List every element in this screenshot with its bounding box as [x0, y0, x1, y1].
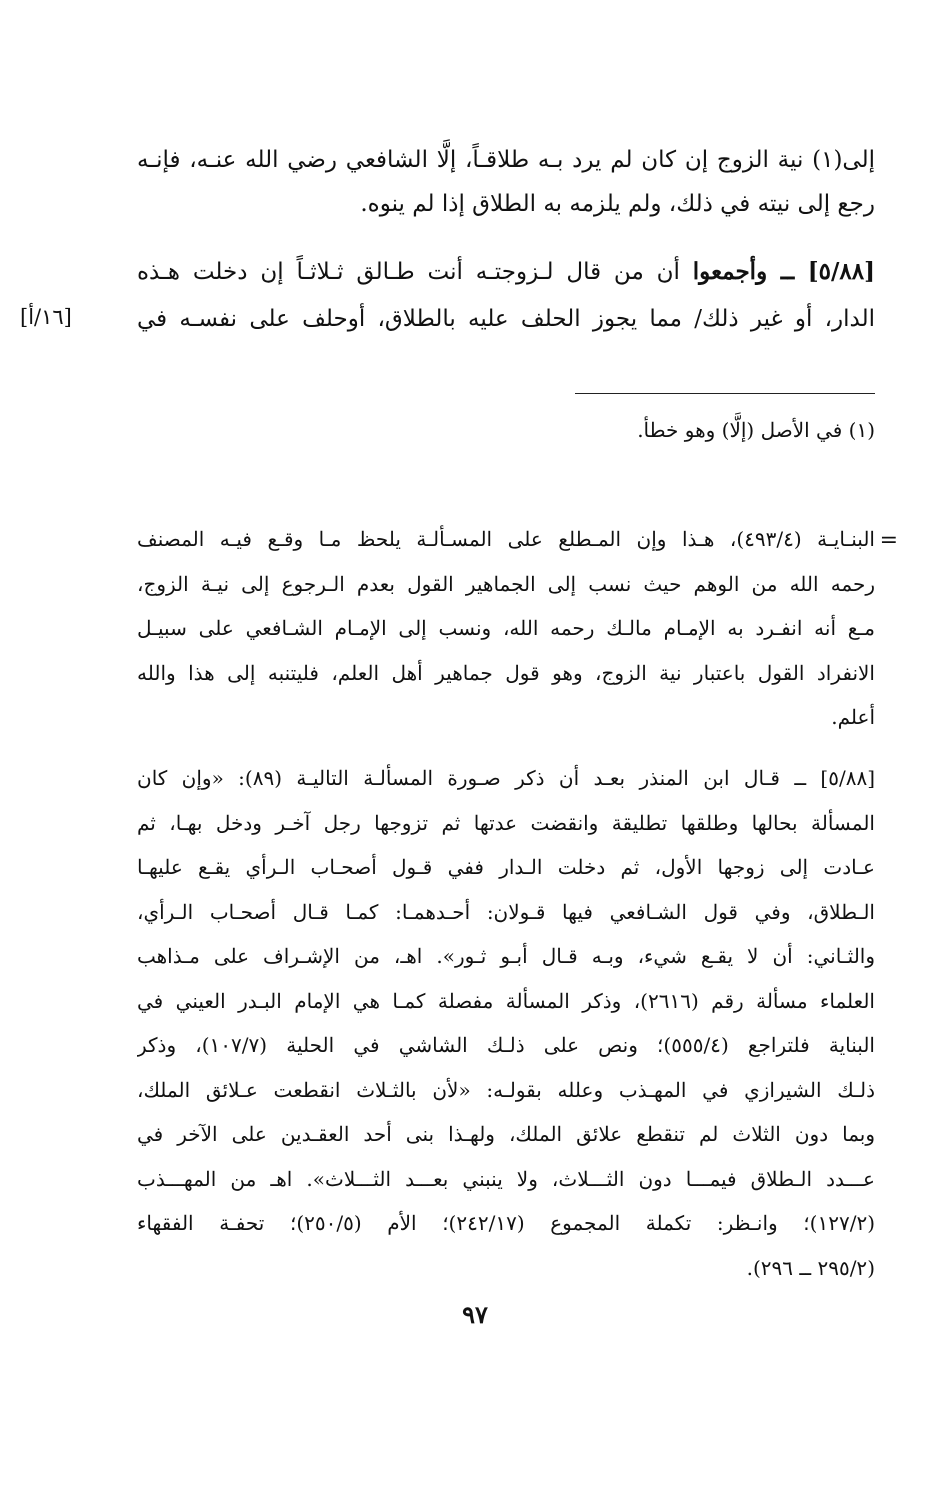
text-line	[137, 250, 875, 294]
text-line: البنـايـة (٤٩٣/٤)، هـذا وإن المـطلع على المسـألـة يلحظ مـا وقـع فيـه المصنف	[137, 527, 875, 551]
text-line: الـطلاق، وفي قول الشـافعي فيها قـولان: أحـدهمـا: كمـا قـال أصحـاب الـرأي،	[137, 900, 875, 924]
text-line: رحمه الله من الوهم حيث نسب إلى الجماهير القول بعدم الـرجوع إلى نيـة الزوج،	[137, 572, 875, 596]
text-line: الدار، أو غير ذلك/ مما يجوز الحلف عليه بالطلاق، أوحلف على نفسـه في	[137, 306, 875, 332]
text-line: العلماء مسألة رقم (٢٦١٦)، وذكر المسألة مفصلة كمـا هي الإمام البـدر العيني في	[137, 989, 875, 1013]
text-line: (٢٩٥/٢ ــ ٢٩٦).	[746, 1256, 875, 1280]
text-line: مـع أنه انفـرد به الإمـام مالـك رحمه الله، ونسب إلى الإمـام الشـافعي على سبيـل	[137, 616, 875, 640]
text-line: والثـاني: أن لا يقـع شيء، وبـه قـال أبـو ثـور». اهـ، من الإشـراف على مـذاهب	[137, 944, 875, 968]
footnote-separator	[575, 393, 875, 394]
text-line: وبما دون الثلاث لم تنقطع علائق الملك، ولهـذا بنى أحد العقـدين على الآخر في	[137, 1122, 875, 1146]
text-line: البناية فلتراجع (٥٥٥/٤)؛ ونص على ذلـك الشاشي في الحلية (١٠٧/٧)، وذكر	[137, 1033, 875, 1057]
text-line: رجع إلى نيته في ذلك، ولم يلزمه به الطلاق إذا لم ينوه.	[360, 191, 875, 217]
text-line: ذلـك الشيرازي في المهـذب وعلله بقولـه: «لأن بالثـلاث انقطعت عـلائق الملك،	[137, 1078, 875, 1102]
text-line: عـــدد الـطلاق فيمـــا دون الثـــلاث، ولا ينبني بعـــد الثـــلاث». اهـ من المهـــذب	[137, 1167, 875, 1191]
text-line: إلى(١) نية الزوج إن كان لم يرد بـه طلاقـاً، إلَّا الشافعي رضي الله عنـه، فإنـه	[137, 147, 875, 173]
text-line: المسألة بحالها وطلقها تطليقة وانقضت عدتها ثم تزوجها رجل آخـر ودخل بهـا، ثم	[137, 811, 875, 835]
text-line: (١٢٧/٢)؛ وانـظر: تكملة المجموع (٢٤٢/١٧)؛ الأم (٢٥٠/٥)؛ تحفـة الفقهاء	[137, 1211, 875, 1235]
text-line: أعلم.	[831, 705, 875, 729]
manuscript-folio-ref: [١٦/أ]	[20, 305, 72, 329]
continuation-mark: =	[879, 528, 898, 553]
text-line: [٥/٨٨] ــ قـال ابن المنذر بعـد أن ذكر صـورة المسألـة التاليـة (٨٩): «وإن كان	[137, 766, 875, 790]
footnote: (١) في الأصل (إلَّا) وهو خطأ.	[637, 418, 875, 442]
page-number: ٩٧	[462, 1300, 488, 1329]
text-span: أن من قال لـزوجتـه أنت طـالق ثـلاثـاً إن دخلت هـذه	[137, 259, 680, 285]
issue-number-lead: [٥/٨٨] ــ وأجمعوا	[692, 258, 875, 285]
text-line: الانفراد القول باعتبار نية الزوج، وهو قول جماهير أهل العلم، فليتنبه إلى هذا والله	[137, 661, 875, 685]
text-line: عـادت إلى زوجها الأول، ثم دخلت الـدار ففي قـول أصحـاب الـرأي يقـع عليهـا	[137, 855, 875, 879]
